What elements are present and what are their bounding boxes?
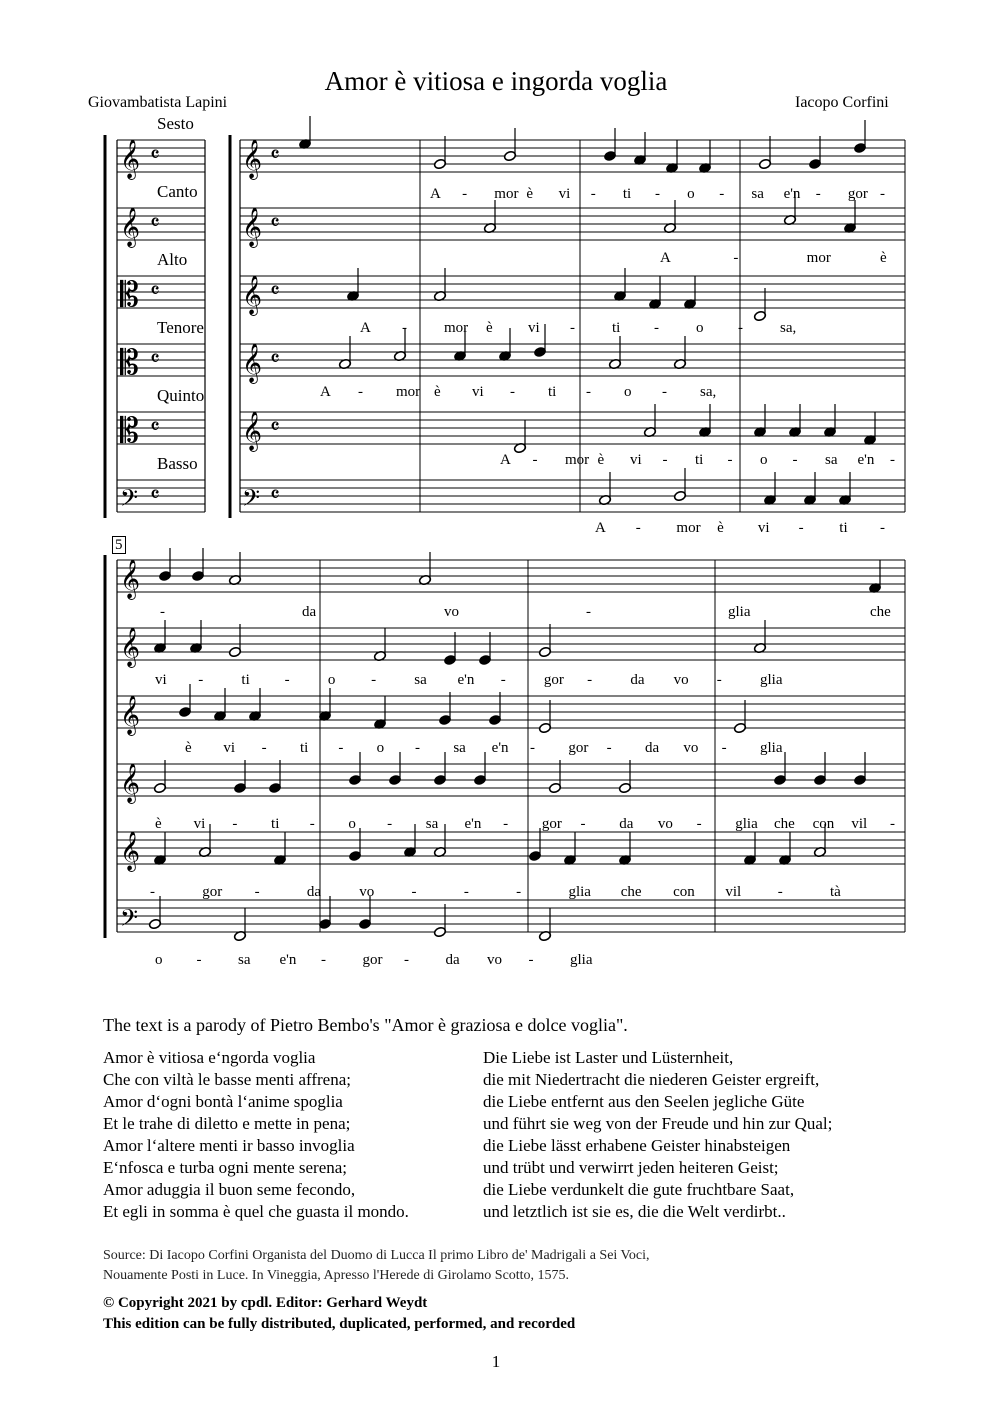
time-signature-icon: 𝄴 (150, 143, 160, 168)
lyric-syllable: sa (751, 186, 764, 202)
lyric-syllable: - (232, 816, 238, 832)
lyric-syllable: A (500, 452, 511, 468)
lyric-syllable: che (870, 604, 891, 620)
clef-icon: 𝄞 (120, 627, 141, 667)
lyric-syllable: - (516, 884, 522, 900)
time-signature-icon: 𝄴 (150, 347, 160, 372)
lyric-syllable: tà (830, 884, 841, 900)
lyric-syllable: è (434, 384, 441, 400)
lyric-syllable: - (890, 452, 895, 468)
clef-icon: 𝄞 (120, 695, 141, 735)
lyric-syllable: da (645, 740, 660, 756)
lyric-syllable: - (196, 952, 202, 968)
lyric-syllable: - (404, 952, 409, 968)
lyric-syllable: o (327, 672, 336, 688)
lyric-syllable: - (590, 186, 596, 202)
lyric-syllable: gor (568, 740, 589, 756)
lyric-syllable: - (635, 520, 641, 536)
lyric-syllable: vi (558, 186, 571, 202)
lyric-syllable: - (586, 604, 591, 620)
time-signature-icon: 𝄴 (270, 211, 280, 236)
lyric-syllable: è (185, 740, 192, 756)
composer-name: Iacopo Corfini (795, 94, 889, 111)
lyric-syllable: - (586, 384, 591, 400)
lyric-syllable: - (150, 884, 155, 900)
lyric-syllable: e'n (279, 952, 297, 968)
lyric-syllable: vi (223, 740, 235, 756)
lyric-syllable: - (662, 384, 667, 400)
source-citation (103, 1246, 649, 1286)
lyric-syllable: mor (565, 452, 590, 468)
voice-label-tenore: Tenore (157, 318, 204, 337)
lyric-syllable: sa (238, 952, 251, 968)
lyric-syllable: - (500, 672, 506, 688)
lyric-syllable: vi (757, 520, 770, 536)
voice-label-canto: Canto (157, 182, 198, 201)
voice-label-quinto: Quinto (157, 386, 205, 405)
lyric-syllable: - (463, 884, 469, 900)
poem-line: Amor l‘altere menti ir basso invoglia (103, 1136, 355, 1155)
lyric-syllable: - (503, 816, 509, 832)
lyric-syllable: - (261, 740, 267, 756)
clef-icon: 𝄞 (120, 763, 141, 803)
lyric-syllable: glia (728, 604, 751, 620)
poem-line: Die Liebe ist Laster und Lüsternheit, (483, 1048, 734, 1067)
clef-icon: 𝄞 (120, 831, 141, 871)
lyric-syllable: - (727, 452, 733, 468)
lyric-syllable: - (738, 320, 743, 336)
voice-label-sesto: Sesto (157, 114, 194, 133)
lyric-syllable: con (812, 816, 835, 832)
lyric-syllable: o (155, 952, 163, 968)
lyric-syllable: e'n (783, 186, 801, 202)
clef-icon: 𝄞 (242, 139, 263, 179)
clef-icon: 𝄞 (120, 559, 141, 599)
lyric-syllable: - (580, 816, 586, 832)
lyric-syllable: sa (825, 452, 838, 468)
lyric-syllable: A (660, 250, 671, 266)
time-signature-icon: 𝄴 (270, 279, 280, 304)
lyric-syllable: sa, (700, 384, 717, 400)
poem-line: Amor d‘ogni bontà l‘anime spoglia (103, 1092, 343, 1111)
lyric-syllable: è (526, 186, 534, 202)
poem-line: und führt sie weg von der Freude und hin zur Qual; (483, 1114, 833, 1133)
lyric-syllable: sa (414, 672, 427, 688)
clef-icon: 𝄢 (242, 484, 261, 517)
poem-line: die mit Niedertracht die niederen Geister ergreift, (483, 1070, 820, 1089)
poem-line: die Liebe entfernt aus den Seelen jegliche Güte (483, 1092, 805, 1111)
source-line: Nouamente Posti in Luce. In Vineggia, Apresso l'Herede di Girolamo Scotto, 1575. (103, 1268, 570, 1283)
lyric-syllable: ti (241, 672, 250, 688)
lyric-syllable: sa, (780, 320, 797, 336)
lyric-syllable: - (198, 672, 204, 688)
lyric-syllable: - (570, 320, 575, 336)
lyric-syllable: glia (760, 672, 783, 688)
page-number: 1 (491, 1352, 501, 1371)
lyric-syllable: - (798, 520, 804, 536)
clef-icon: 𝄞 (242, 207, 263, 247)
poem-line: und letztlich ist sie es, die die Welt verdirbt.. (483, 1202, 786, 1221)
lyric-syllable: o (348, 816, 356, 832)
lyric-syllable: e'n (457, 672, 475, 688)
lyric-syllable: A (360, 320, 371, 336)
poem-line: Et le trahe di diletto e mette in pena; (103, 1114, 351, 1133)
lyric-syllable: gor (362, 952, 383, 968)
clef-icon: 𝄢 (120, 484, 139, 517)
lyric-syllable: vi (155, 672, 167, 688)
measure-number: 5 (112, 536, 126, 554)
lyric-syllable: ti (622, 186, 632, 202)
time-signature-icon: 𝄴 (150, 211, 160, 236)
lyric-syllable: o (624, 384, 632, 400)
lyric-syllable: e'n (857, 452, 875, 468)
lyric-syllable: - (338, 740, 344, 756)
voice-label-basso: Basso (157, 454, 198, 473)
time-signature-icon: 𝄴 (270, 415, 280, 440)
lyric-syllable: - (890, 816, 895, 832)
lyric-syllable: o (696, 320, 704, 336)
time-signature-icon: 𝄴 (270, 143, 280, 168)
lyric-syllable: o (760, 452, 768, 468)
lyric-syllable: che (620, 884, 642, 900)
lyric-syllable: e'n (464, 816, 482, 832)
lyric-syllable: glia (568, 884, 591, 900)
clef-icon: 𝄞 (120, 139, 141, 179)
lyric-syllable: - (532, 452, 538, 468)
clef-icon: 𝄞 (242, 411, 263, 451)
lyric-syllable: gor (847, 186, 868, 202)
clef-icon: 𝄞 (120, 207, 141, 247)
lyric-syllable: da (619, 816, 634, 832)
lyric-syllable: da (445, 952, 460, 968)
lyric-syllable: - (655, 186, 660, 202)
lyric-syllable: - (387, 816, 393, 832)
lyric-syllable: - (662, 452, 668, 468)
lyric-syllable: mor (444, 320, 469, 336)
lyric-syllable: - (733, 250, 739, 266)
lyric-syllable: vo (359, 884, 375, 900)
lyric-syllable: ti (548, 384, 557, 400)
source-line: Source: Di Iacopo Corfini Organista del Duomo di Lucca Il primo Libro de' Madrigali a Sei Voci, (103, 1248, 650, 1263)
lyric-syllable: - (721, 740, 727, 756)
lyric-syllable: vil (851, 816, 868, 832)
lyric-syllable: mor (806, 250, 831, 266)
lyric-syllable: - (587, 672, 593, 688)
lyric-syllable: gor (541, 816, 562, 832)
lyric-syllable: - (777, 884, 783, 900)
lyric-syllable: glia (760, 740, 783, 756)
lyric-syllable: - (510, 384, 515, 400)
lyric-syllable: gor (543, 672, 564, 688)
lyric-syllable: - (654, 320, 659, 336)
lyric-syllable: A (430, 186, 441, 202)
lyric-syllable: da (306, 884, 322, 900)
lyric-syllable: vo (683, 740, 699, 756)
clef-icon: 𝄡 (120, 343, 139, 383)
lyric-syllable: è (597, 452, 605, 468)
lyric-syllable: che (773, 816, 795, 832)
time-signature-icon: 𝄴 (150, 279, 160, 304)
lyric-syllable: è (880, 250, 887, 266)
lyric-syllable: - (371, 672, 377, 688)
lyric-syllable: - (284, 672, 290, 688)
lyric-syllable: o (376, 740, 385, 756)
poem-line: Et egli in somma è quel che guasta il mondo. (103, 1202, 409, 1221)
lyric-syllable: - (880, 186, 885, 202)
lyric-syllable: A (595, 520, 606, 536)
lyric-syllable: - (719, 186, 725, 202)
lyric-syllable: - (462, 186, 468, 202)
lyric-syllable: - (606, 740, 612, 756)
lyric-syllable: ti (839, 520, 848, 536)
lyric-syllable: o (687, 186, 695, 202)
poem-line: E‘nfosca e turba ogni mente serena; (103, 1158, 348, 1177)
parody-note: The text is a parody of Pietro Bembo's "Amor è graziosa e dolce voglia". (103, 1015, 628, 1035)
lyric-syllable: gor (202, 884, 223, 900)
clef-icon: 𝄢 (120, 904, 139, 937)
lyric-syllable: vo (444, 604, 459, 620)
lyric-syllable: è (717, 520, 724, 536)
lyric-syllable: vo (673, 672, 689, 688)
time-signature-icon: 𝄴 (270, 483, 280, 508)
lyric-syllable: vi (472, 384, 484, 400)
poem-line: und trübt und verwirrt jeden heiteren Geist; (483, 1158, 779, 1177)
lyric-syllable: - (358, 384, 363, 400)
poem-line: die Liebe lässt erhabene Geister hinabsteigen (483, 1136, 791, 1155)
lyric-syllable: - (321, 952, 326, 968)
lyric-syllable: e'n (491, 740, 509, 756)
lyric-syllable: - (415, 740, 420, 756)
lyric-syllable: ti (612, 320, 621, 336)
poem-line: Che con viltà le basse menti affrena; (103, 1070, 351, 1089)
lyric-syllable: ti (271, 816, 280, 832)
lyric-syllable: A (320, 384, 331, 400)
clef-icon: 𝄞 (242, 275, 263, 315)
lyric-syllable: - (716, 672, 722, 688)
lyric-syllable: ti (300, 740, 309, 756)
lyric-syllable: - (411, 884, 417, 900)
poem-line: Amor è vitiosa e‘ngorda voglia (103, 1048, 316, 1067)
poem-german (483, 1047, 832, 1223)
lyric-syllable: con (673, 884, 695, 900)
lyric-syllable: mor (396, 384, 421, 400)
lyric-syllable: - (160, 604, 165, 620)
lyric-syllable: glia (570, 952, 593, 968)
lyric-syllable: - (880, 520, 885, 536)
poem-line: die Liebe verdunkelt die gute fruchtbare Saat, (483, 1180, 795, 1199)
piece-title: Amor è vitiosa e ingorda voglia (324, 66, 668, 96)
lyric-syllable: - (402, 320, 407, 336)
lyric-syllable: vo (657, 816, 673, 832)
lyric-syllable: da (302, 604, 317, 620)
lyric-syllable: - (254, 884, 260, 900)
lyric-syllable: - (815, 186, 821, 202)
poem-line: Amor aduggia il buon seme fecondo, (103, 1180, 356, 1199)
lyric-syllable: è (155, 816, 162, 832)
lyric-syllable: - (792, 452, 798, 468)
lyric-syllable: ti (695, 452, 704, 468)
lyric-syllable: mor (494, 186, 519, 202)
copyright-line: This edition can be fully distributed, duplicated, performed, and recorded (103, 1316, 576, 1332)
poem-italian (103, 1047, 409, 1223)
lyric-syllable: sa (453, 740, 466, 756)
voice-label-alto: Alto (157, 250, 188, 269)
copyright-line: © Copyright 2021 by cpdl. Editor: Gerhard Weydt (103, 1295, 428, 1311)
lyric-syllable: vi (193, 816, 206, 832)
time-signature-icon: 𝄴 (150, 483, 160, 508)
clef-icon: 𝄞 (242, 343, 263, 383)
lyric-syllable: mor (676, 520, 701, 536)
lyric-syllable: - (309, 816, 315, 832)
lyric-syllable: vi (528, 320, 540, 336)
copyright (103, 1293, 575, 1335)
lyric-syllable: vil (725, 884, 742, 900)
poet-name: Giovambatista Lapini (88, 94, 228, 111)
lyric-syllable: è (486, 320, 493, 336)
clef-icon: 𝄡 (120, 411, 139, 451)
lyric-syllable: vo (487, 952, 502, 968)
lyric-syllable: - (530, 740, 535, 756)
time-signature-icon: 𝄴 (150, 415, 160, 440)
lyric-syllable: - (528, 952, 534, 968)
lyric-syllable: - (696, 816, 702, 832)
lyric-syllable: vi (630, 452, 642, 468)
clef-icon: 𝄡 (120, 275, 139, 315)
time-signature-icon: 𝄴 (270, 347, 280, 372)
lyric-syllable: glia (735, 816, 758, 832)
lyric-syllable: sa (425, 816, 439, 832)
lyric-syllable: da (630, 672, 645, 688)
